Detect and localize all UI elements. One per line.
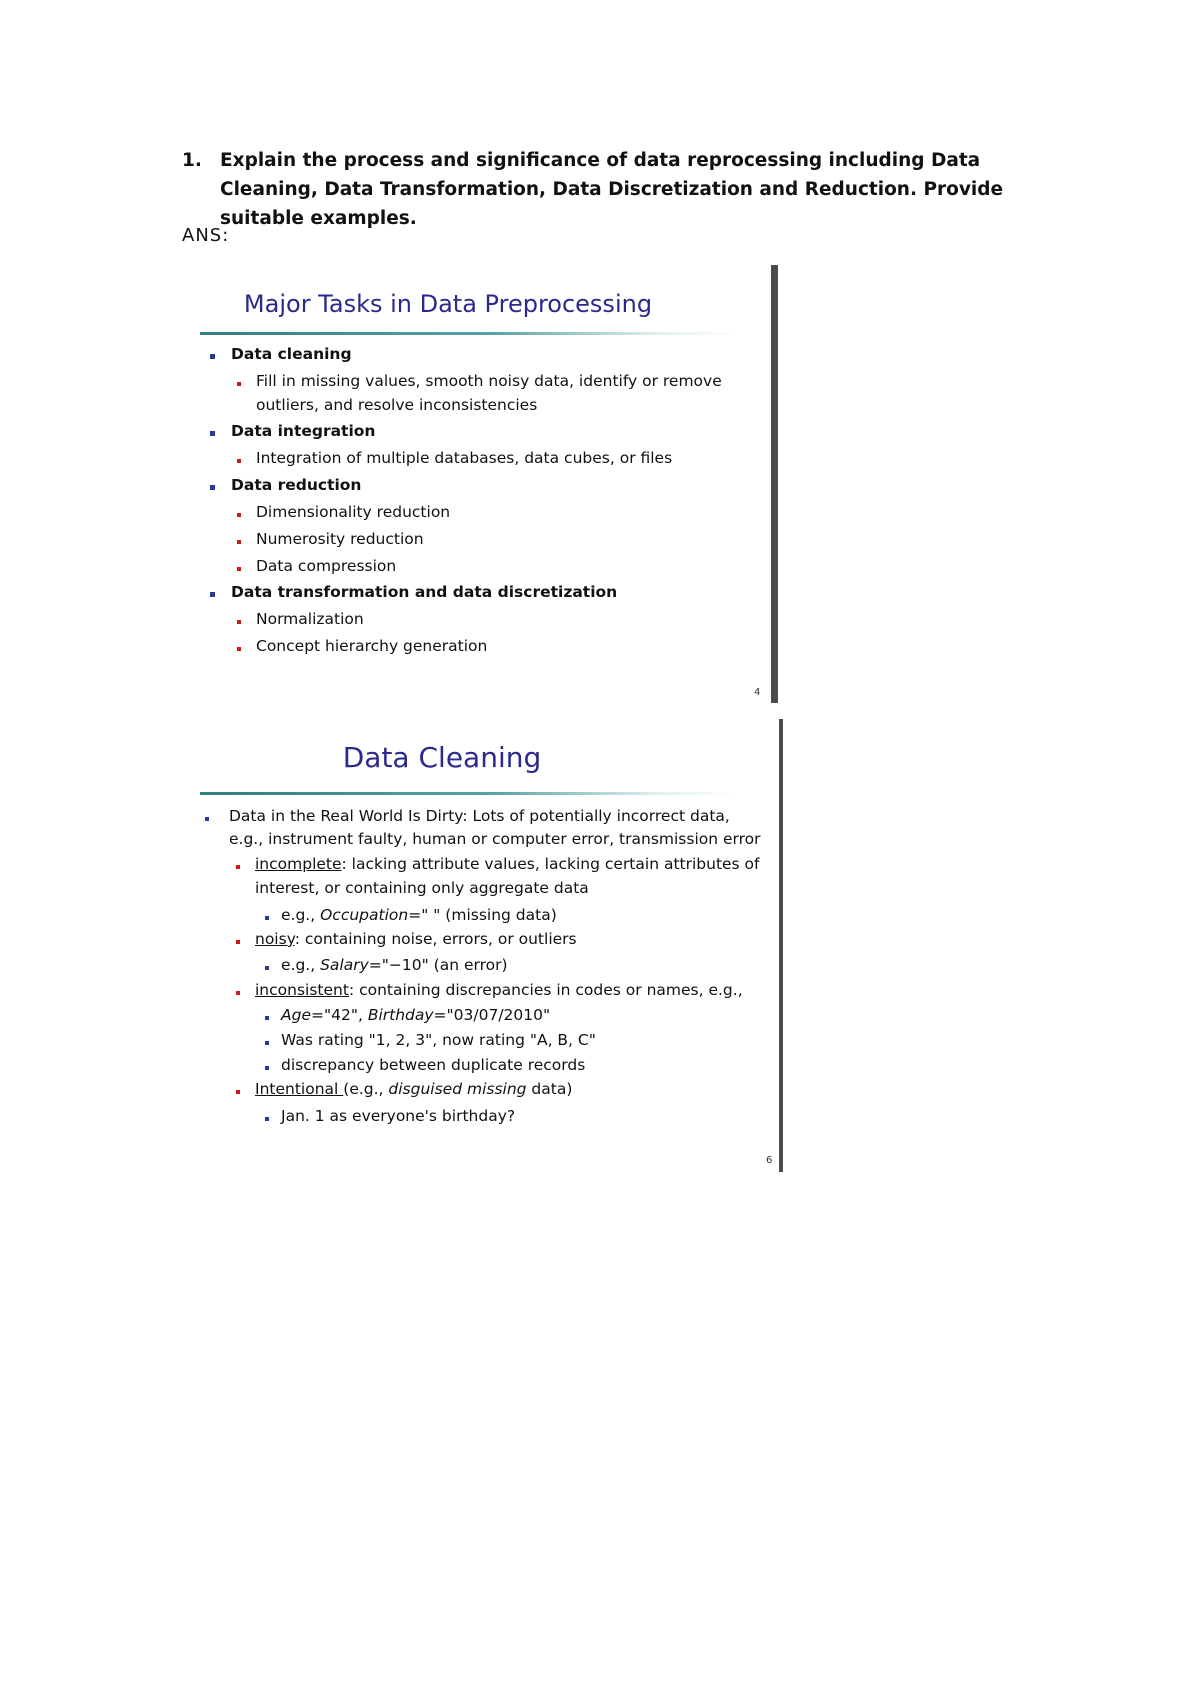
bullet-icon [205,817,209,821]
bullet-icon [237,459,241,463]
bullet-icon [265,1041,269,1045]
bullet-icon [265,1066,269,1070]
question-text: Explain the process and significance of data reprocessing including Data Cleaning, Data Transformation, Data Discretization and Reduction. Provide suitable examples. [220,150,1004,229]
bullet-icon [237,647,241,651]
bullet-icon [237,620,241,624]
bullet-icon [265,966,269,970]
bullet-icon [237,567,241,571]
slide-data-cleaning: Data Cleaning 6 Data in the Real World Is Dirty: Lots of potentially incorrect data, e.g., instrument faulty, human or computer error, transmission error incomplete: lacking attribute values, lacking certain attributes of interest, or containing only aggregate data e.g., Occupation=" " (missing data) noisy: containing noise, errors, or outliers e.g., Salary="−10" (an error) inconsistent: containing discrepancies in codes or names, e.g., Age="42", Birthday="03/07/2010" Was rating "1, 2, 3", now rating "A, B, C" discrepancy between duplicate records Intentional (e.g., disguised missing data) Jan. 1 as everyone's birthday? [198,716,786,1172]
bullet-icon [236,865,240,869]
slide-major-tasks: Major Tasks in Data Preprocessing 4 Data cleaning Fill in missing values, smooth noisy data, identify or remove outliers, and resolve inconsistencies Data integration Integration of multiple databases, data cubes, or files Data reduction Dimensionality reduction Numerosity reduction Data compression Data transformation and data discretization Normalization Concept hierarchy generation [198,262,778,702]
slide-right-border [779,719,783,1172]
bullet-icon [237,540,241,544]
bullet-icon [237,382,241,386]
bullet-icon [236,991,240,995]
bullet-icon [236,1090,240,1094]
slide-page-number: 6 [766,1155,773,1166]
bullet-icon [265,1117,269,1121]
bullet-icon [210,592,215,597]
bullet-icon [236,940,240,944]
slide-page-number: 4 [754,687,761,698]
slide-right-border [771,265,778,703]
question-block [182,146,1042,233]
slide-title: Major Tasks in Data Preprocessing [243,290,653,318]
question-number: 1. [182,150,202,171]
title-underline [200,332,740,335]
title-underline [200,792,740,795]
bullet-icon [210,354,215,359]
bullet-icon [210,431,215,436]
bullet-icon [237,513,241,517]
slide-title: Data Cleaning [342,741,542,774]
answer-label: ANS: [182,225,230,246]
bullet-icon [265,1016,269,1020]
bullet-icon [210,485,215,490]
bullet-icon [265,916,269,920]
